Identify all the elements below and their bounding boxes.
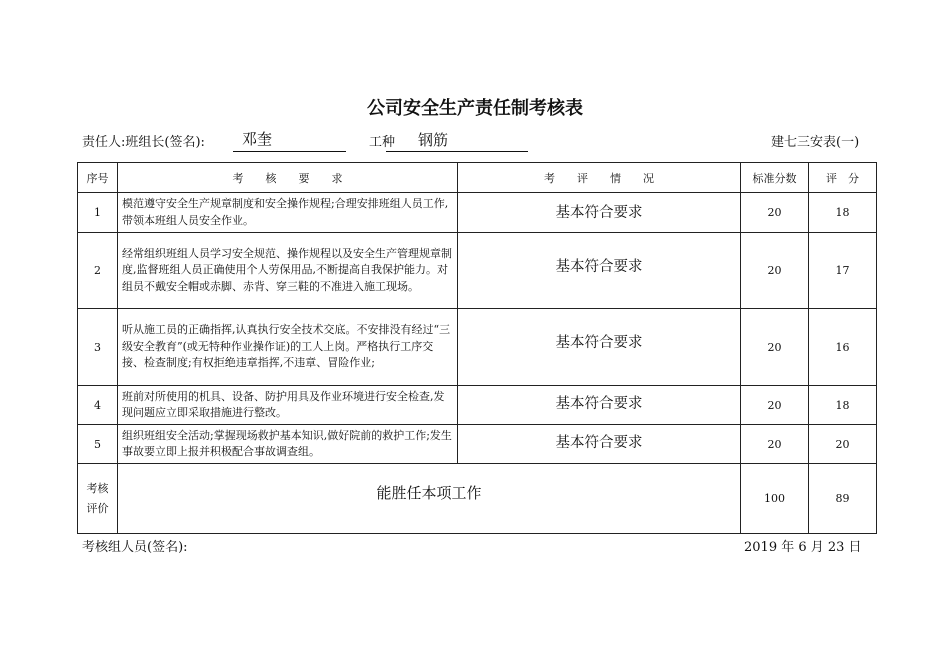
table-row [78, 425, 877, 464]
assessor-signature-label: 考核组人员(签名): [82, 540, 188, 555]
assessment-date: 2019 年 6 月 23 日 [744, 540, 862, 555]
col-header-requirement: 考 核 要 求 [118, 163, 458, 193]
row-requirement: 班前对所使用的机具、设备、防护用具及作业环境进行安全检查,发现问题应立即采取措施进行整改。 [118, 386, 458, 425]
row-standard-score: 20 [741, 193, 809, 233]
row-number: 2 [78, 233, 118, 309]
signer-underline [233, 151, 346, 152]
row-number: 3 [78, 309, 118, 386]
row-score: 20 [809, 425, 877, 464]
col-header-no: 序号 [78, 163, 118, 193]
row-number: 5 [78, 425, 118, 464]
form-code: 建七三安表(一) [771, 135, 860, 150]
form-title: 公司安全生产责任制考核表 [367, 98, 583, 119]
row-requirement: 模范遵守安全生产规章制度和安全操作规程;合理安排班组人员工作,带领本班组人员安全作业。 [118, 193, 458, 233]
row-requirement: 经常组织班组人员学习安全规范、操作规程以及安全生产管理规章制度,监督班组人员正确使用个人劳保用品,不断提高自我保护能力。对组员不戴安全帽或赤脚、赤背、穿三鞋的不准进入施工现场。 [118, 233, 458, 309]
row-requirement: 组织班组安全活动;掌握现场救护基本知识,做好院前的救护工作;发生事故要立即上报并积极配合事故调查组。 [118, 425, 458, 464]
row-standard-score: 20 [741, 386, 809, 425]
row-score: 16 [809, 309, 877, 386]
row-score: 17 [809, 233, 877, 309]
table-row [78, 309, 877, 386]
signer-name: 邓奎 [242, 130, 273, 148]
summary-label-line1: 考核 [86, 481, 109, 495]
summary-evaluation: 能胜任本项工作 [118, 464, 741, 534]
summary-label-line2: 评价 [86, 501, 109, 515]
row-score: 18 [809, 193, 877, 233]
responsible-label: 责任人:班组长(签名): [82, 135, 205, 150]
trade-underline [386, 151, 528, 152]
assessment-table [77, 162, 877, 534]
col-header-standard: 标准分数 [741, 163, 809, 193]
trade-value: 钢筋 [418, 131, 449, 149]
summary-row [78, 464, 877, 534]
summary-standard-total: 100 [741, 464, 809, 534]
row-standard-score: 20 [741, 425, 809, 464]
row-number: 1 [78, 193, 118, 233]
row-evaluation: 基本符合要求 [458, 425, 741, 464]
table-row [78, 386, 877, 425]
col-header-evaluation: 考 评 情 况 [458, 163, 741, 193]
row-score: 18 [809, 386, 877, 425]
row-standard-score: 20 [741, 233, 809, 309]
row-evaluation: 基本符合要求 [458, 309, 741, 386]
row-evaluation: 基本符合要求 [458, 193, 741, 233]
row-requirement: 听从施工员的正确指挥,认真执行安全技术交底。不安排没有经过“三级安全教育”(或无特种作业操作证)的工人上岗。严格执行工序交接、检查制度;有权拒绝违章指挥,不违章、冒险作业; [118, 309, 458, 386]
col-header-score: 评 分 [809, 163, 877, 193]
row-evaluation: 基本符合要求 [458, 386, 741, 425]
row-evaluation: 基本符合要求 [458, 233, 741, 309]
trade-label: 工种 [369, 135, 396, 150]
table-header-row [78, 163, 877, 193]
table-row [78, 233, 877, 309]
table-row [78, 193, 877, 233]
summary-label [78, 464, 118, 534]
summary-score-total: 89 [809, 464, 877, 534]
row-standard-score: 20 [741, 309, 809, 386]
row-number: 4 [78, 386, 118, 425]
